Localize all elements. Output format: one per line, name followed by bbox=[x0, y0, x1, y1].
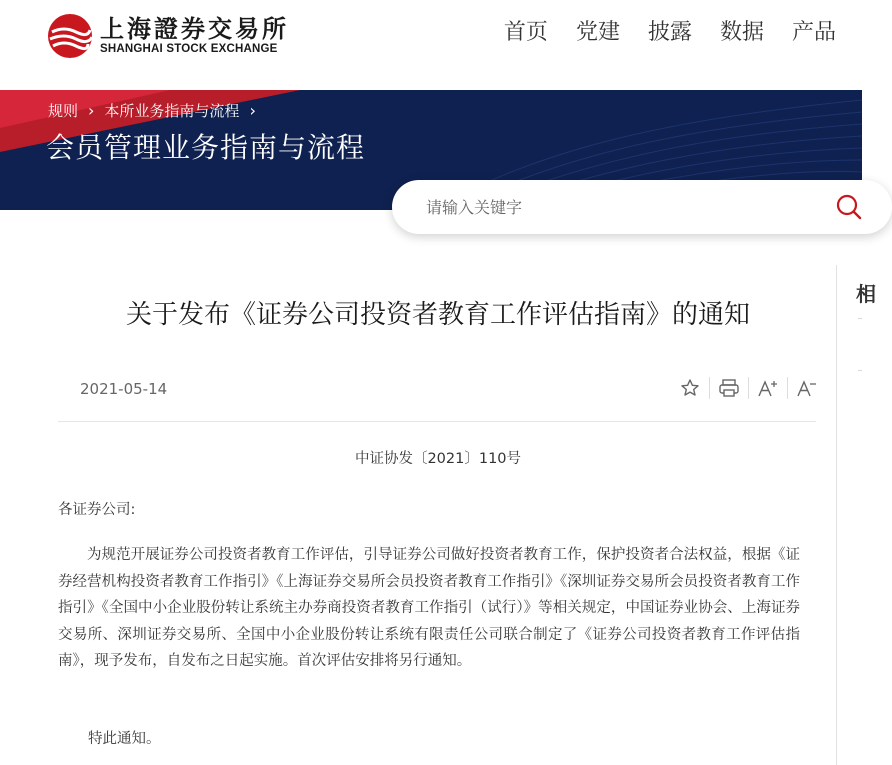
sidebar-rule bbox=[858, 318, 862, 319]
favorite-button[interactable] bbox=[676, 374, 704, 402]
sidebar-rule bbox=[858, 370, 862, 371]
search-input[interactable] bbox=[426, 195, 806, 219]
printer-icon bbox=[718, 378, 740, 398]
logo-text bbox=[100, 16, 289, 56]
main-nav bbox=[490, 18, 862, 48]
sidebar-divider bbox=[836, 265, 837, 765]
article-salutation: 各证券公司: bbox=[58, 502, 136, 518]
logo-english-name: SHANGHAI STOCK EXCHANGE bbox=[100, 43, 278, 55]
font-increase-button[interactable] bbox=[754, 374, 782, 402]
font-decrease-icon bbox=[796, 378, 818, 398]
nav-item-products[interactable]: 产品 bbox=[791, 20, 836, 45]
breadcrumb-item-rules[interactable]: 规则 bbox=[48, 102, 79, 120]
print-button[interactable] bbox=[715, 374, 743, 402]
article-toolbar bbox=[676, 374, 821, 402]
sse-logo[interactable] bbox=[46, 12, 289, 60]
nav-item-disclosure[interactable]: 披露 bbox=[647, 20, 692, 45]
article-date: 2021-05-14 bbox=[80, 380, 168, 398]
nav-item-home[interactable]: 首页 bbox=[503, 20, 548, 45]
toolbar-divider bbox=[709, 377, 710, 399]
search-icon[interactable] bbox=[836, 194, 862, 220]
toolbar-divider bbox=[748, 377, 749, 399]
logo-chinese-name: 上海證券交易所 bbox=[100, 14, 289, 43]
article-body-paragraph: 为规范开展证券公司投资者教育工作评估，引导证券公司做好投资者教育工作，保护投资者合法权益，根据《证券经营机构投资者教育工作指引》《上海证券交易所会员投资者教育工作指引》《深圳证券交易所会员投资者教育工作指引》《全国中小企业股份转让系统主办券商投资者教育工作指引（试行）》等相关规定，中国证券业协会、上海证券交易所、深圳证券交易所、全国中小企业股份转让系统有限责任公司联合制定了《证券公司投资者教育工作评估指南》，现予发布，自发布之日起实施。首次评估安排将另行通知。 bbox=[58, 547, 800, 669]
star-icon bbox=[680, 378, 700, 398]
top-header bbox=[0, 0, 862, 90]
font-increase-icon bbox=[757, 378, 779, 398]
chevron-right-icon: › bbox=[88, 101, 95, 120]
article-divider bbox=[58, 421, 816, 422]
search-box bbox=[392, 180, 892, 234]
nav-item-data[interactable]: 数据 bbox=[719, 20, 764, 45]
breadcrumb-item-guides[interactable]: 本所业务指南与流程 bbox=[104, 102, 240, 120]
article-title: 关于发布《证券公司投资者教育工作评估指南》的通知 bbox=[125, 300, 750, 330]
sse-logo-icon bbox=[46, 12, 94, 60]
toolbar-divider bbox=[787, 377, 788, 399]
document-number: 中证协发〔2021〕110号 bbox=[354, 451, 522, 467]
page-title: 会员管理业务指南与流程 bbox=[46, 131, 366, 164]
sidebar-heading-partial: 相 bbox=[856, 282, 876, 306]
chevron-right-icon: › bbox=[249, 101, 256, 120]
article-closing: 特此通知。 bbox=[88, 731, 161, 747]
nav-item-party[interactable]: 党建 bbox=[575, 20, 620, 45]
font-decrease-button[interactable] bbox=[793, 374, 821, 402]
breadcrumb bbox=[48, 100, 266, 121]
